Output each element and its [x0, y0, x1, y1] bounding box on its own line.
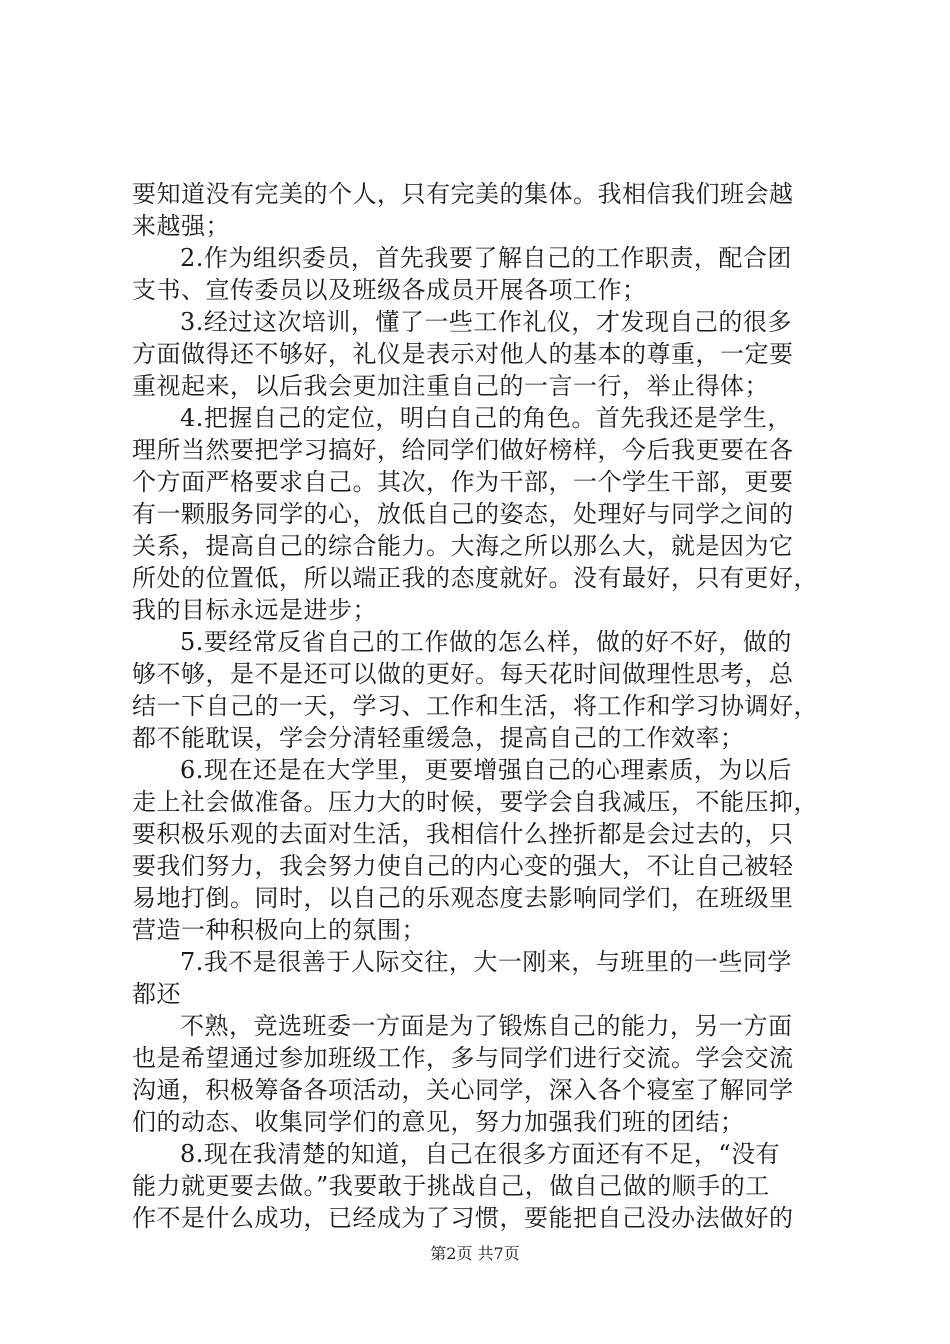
text-line: 结一下自己的一天，学习、工作和生活，将工作和学习协调好， — [132, 692, 818, 720]
text-line: 不熟，竞选班委一方面是为了锻炼自己的能力，另一方面 — [180, 1012, 793, 1040]
text-line: 要积极乐观的去面对生活，我相信什么挫折都是会过去的，只 — [132, 820, 794, 848]
text-line: 理所当然要把学习搞好，给同学们做好榜样，今后我更要在各 — [132, 436, 794, 464]
text-line: 要我们努力，我会努力使自己的内心变的强大，不让自己被轻 — [132, 852, 794, 880]
text-line: 也是希望通过参加班级工作，多与同学们进行交流。学会交流 — [132, 1044, 794, 1072]
text-line: 支书、宣传委员以及班级各成员开展各项工作； — [132, 276, 647, 304]
text-line: 沟通，积极筹备各项活动，关心同学，深入各个寝室了解同学 — [132, 1076, 794, 1104]
page-number-footer: 第2页 共7页 — [430, 1244, 520, 1263]
text-line: 2.作为组织委员，首先我要了解自己的工作职责，配合团 — [180, 244, 792, 272]
text-line: 个方面严格要求自己。其次，作为干部，一个学生干部，更要 — [132, 468, 794, 496]
text-line: 8.现在我清楚的知道，自己在很多方面还有不足，“没有 — [180, 1140, 781, 1168]
text-line: 易地打倒。同时，以自己的乐观态度去影响同学们，在班级里 — [132, 884, 794, 912]
text-line: 4.把握自己的定位，明白自己的角色。首先我还是学生， — [180, 404, 792, 432]
text-line: 来越强； — [132, 212, 230, 240]
text-line: 要知道没有完美的个人，只有完美的集体。我相信我们班会越 — [132, 180, 794, 208]
text-line: 我的目标永远是进步； — [132, 596, 377, 624]
text-line: 方面做得还不够好，礼仪是表示对他人的基本的尊重，一定要 — [132, 340, 794, 368]
text-line: 有一颗服务同学的心，放低自己的姿态，处理好与同学之间的 — [132, 500, 794, 528]
text-line: 6.现在还是在大学里，更要增强自己的心理素质，为以后 — [180, 756, 792, 784]
text-line: 关系，提高自己的综合能力。大海之所以那么大，就是因为它 — [132, 532, 794, 560]
text-line: 7.我不是很善于人际交往，大一刚来，与班里的一些同学 — [180, 948, 792, 976]
text-line: 们的动态、收集同学们的意见，努力加强我们班的团结； — [132, 1108, 745, 1136]
text-line: 作不是什么成功，已经成为了习惯，要能把自己没办法做好的 — [132, 1204, 794, 1232]
text-line: 5.要经常反省自己的工作做的怎么样，做的好不好，做的 — [180, 628, 792, 656]
text-line: 够不够，是不是还可以做的更好。每天花时间做理性思考，总 — [132, 660, 794, 688]
text-line: 营造一种积极向上的氛围； — [132, 916, 426, 944]
text-line: 重视起来，以后我会更加注重自己的一言一行，举止得体； — [132, 372, 769, 400]
text-line: 3.经过这次培训，懂了一些工作礼仪，才发现自己的很多 — [180, 308, 792, 336]
text-line: 都不能耽误，学会分清轻重缓急，提高自己的工作效率； — [132, 724, 745, 752]
text-line: 所处的位置低，所以端正我的态度就好。没有最好，只有更好， — [132, 564, 818, 592]
text-line: 走上社会做准备。压力大的时候，要学会自我减压，不能压抑， — [132, 788, 818, 816]
text-line: 都还 — [132, 980, 181, 1008]
text-line: 能力就更要去做。”我要敢于挑战自己，做自己做的顺手的工 — [132, 1172, 770, 1200]
